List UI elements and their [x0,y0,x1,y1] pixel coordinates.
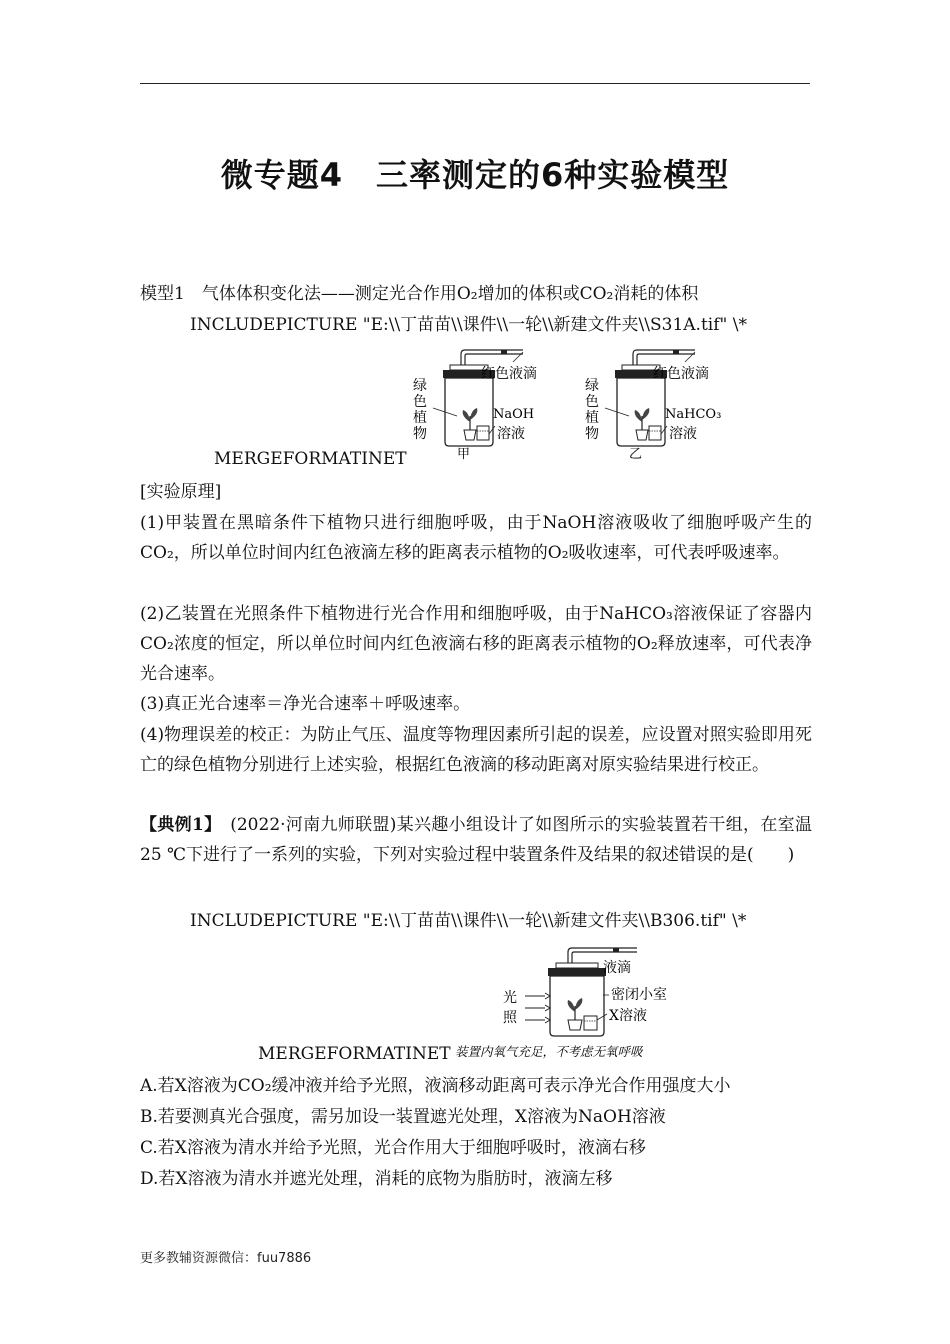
plant-label-yi-2: 色 [585,394,599,410]
option-a[interactable]: A.若X溶液为CO₂缓冲液并给予光照，液滴移动距离可表示净光合作用强度大小 [140,1076,731,1096]
plant-label-yi-1: 绿 [585,378,599,394]
example-1-text: (2022·河南九师联盟)某兴趣小组设计了如图所示的实验装置若干组，在室温25 ℃下进行了一系列的实验，下列对实验过程中装置条件及结果的叙述错误的是( ) [140,815,812,865]
drop-label-yi: 红色液滴 [653,366,709,382]
principle-heading: [实验原理] [140,482,222,502]
principle-paragraph-1: (1)甲装置在黑暗条件下植物只进行细胞呼吸，由于NaOH溶液吸收了细胞呼吸产生的CO₂，所以单位时间内红色液滴左移的距离表示植物的O₂吸收速率，可代表呼吸速率。 [140,513,812,563]
mergeformat-field-1: MERGEFORMATINET [214,449,407,469]
apparatus-yi [585,350,721,462]
solution-label-jia-2: 溶液 [497,426,525,442]
apparatus-jia [413,350,537,462]
light-label-2: 照 [503,1010,517,1026]
plant-label-jia-4: 物 [413,426,427,442]
plant-label-jia-3: 植 [413,410,427,426]
example-1 [140,810,812,870]
x-solution-label: X溶液 [609,1008,647,1024]
solution-label-yi-2: 溶液 [669,426,697,442]
solution-label-yi-1: NaHCO₃ [665,407,722,422]
solution-label-jia-1: NaOH [493,407,535,422]
figure-2-note: 装置内氧气充足，不考虑无氧呼吸 [455,1044,643,1059]
model1-heading: 模型1 气体体积变化法——测定光合作用O₂增加的体积或CO₂消耗的体积 [140,284,699,304]
plant-label-jia-1: 绿 [413,378,427,394]
option-d[interactable]: D.若X溶液为清水并遮光处理，消耗的底物为脂肪时，液滴左移 [140,1169,613,1189]
footer-note: 更多教辅资源微信：fuu7886 [140,1251,312,1266]
include-picture-field-1: INCLUDEPICTURE "E:\\丁苗苗\\课件\\一轮\\新建文件夹\\S31A.tif" \* [190,315,747,335]
drop-label-2: 液滴 [603,960,631,976]
page-title: 微专题4 三率测定的6种实验模型 [220,156,730,194]
principle-paragraph-2: (2)乙装置在光照条件下植物进行光合作用和细胞呼吸，由于NaHCO₃溶液保证了容器内CO₂浓度的恒定，所以单位时间内红色液滴右移的距离表示植物的O₂释放速率，可代表净光合速率。 [140,604,812,684]
include-picture-field-2: INCLUDEPICTURE "E:\\丁苗苗\\课件\\一轮\\新建文件夹\\B306.tif" \* [190,911,747,931]
option-b[interactable]: B.若要测真光合强度，需另加设一装置遮光处理，X溶液为NaOH溶液 [140,1107,666,1127]
example-1-tag: 【典例1】 [140,815,213,835]
plant-label-yi-3: 植 [585,410,599,426]
caption-jia: 甲 [457,447,471,462]
principle-paragraph-4: (4)物理误差的校正：为防止气压、温度等物理因素所引起的误差，应设置对照实验即用死亡的绿色植物分别进行上述实验，根据红色液滴的移动距离对原实验结果进行校正。 [140,725,812,775]
drop-label-jia: 红色液滴 [481,366,537,382]
top-rule [140,83,810,84]
principle-paragraph-3: (3)真正光合速率＝净光合速率＋呼吸速率。 [140,694,471,714]
option-c[interactable]: C.若X溶液为清水并给予光照，光合作用大于细胞呼吸时，液滴右移 [140,1138,646,1158]
plant-label-yi-4: 物 [585,426,599,442]
mergeformat-field-2: MERGEFORMATINET [258,1044,451,1064]
chamber-label: 密闭小室 [611,987,667,1003]
apparatus-figure-1 [405,342,735,462]
plant-label-jia-2: 色 [413,394,427,410]
caption-yi: 乙 [629,447,643,462]
light-label-1: 光 [503,990,517,1006]
